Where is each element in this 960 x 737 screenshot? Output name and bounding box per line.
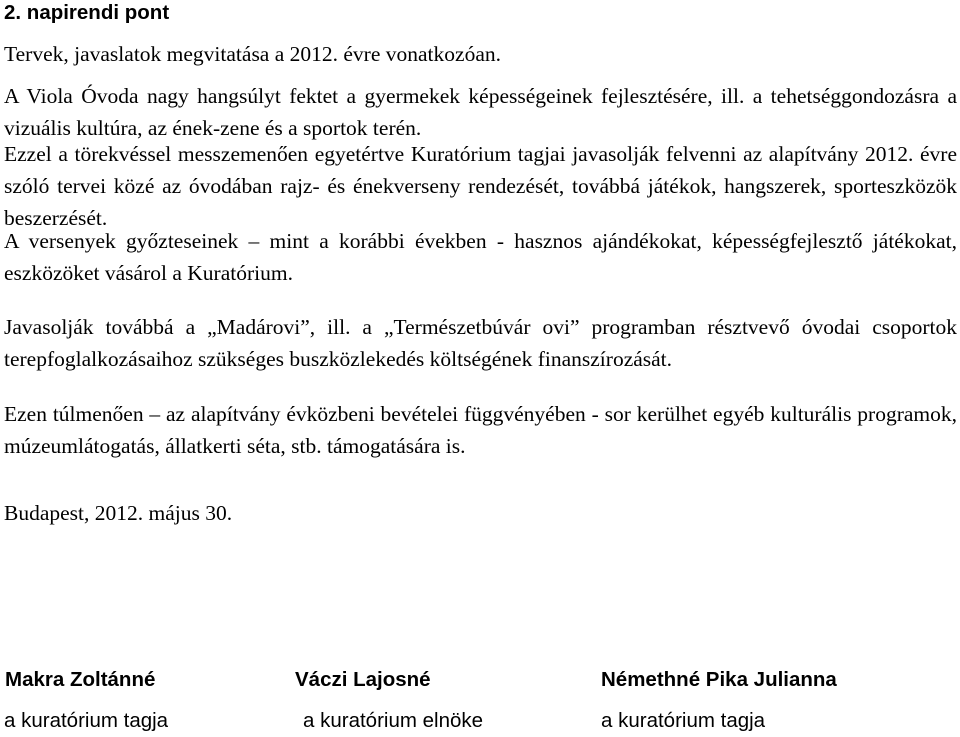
paragraph-bus-funding: Javasolják továbbá a „Madárovi”, ill. a „Természetbúvár ovi” programban résztvevő óvodai csoportok terepfoglalkozásaihoz szükséges buszközlekedés költségének finanszírozását. — [4, 315, 957, 371]
signatory-role-3: a kuratórium tagja — [601, 709, 766, 732]
paragraph-proposal: Ezzel a törekvéssel messzemenően egyetértve Kuratórium tagjai javasolják felvenni az alapítvány 2012. évre szóló tervei közé az óvodában rajz- és énekverseny rendezését, továbbá játékok, hangszerek, sporteszközök beszerzését. — [4, 142, 957, 230]
signatory-name-2: Váczi Lajosné — [295, 668, 431, 691]
signatory-role-2: a kuratórium elnöke — [303, 709, 484, 732]
signatory-role-1: a kuratórium tagja — [4, 709, 169, 732]
agenda-item-heading: 2. napirendi pont — [4, 1, 170, 24]
signatory-name-1: Makra Zoltánné — [5, 668, 156, 691]
paragraph-prizes: A versenyek győzteseinek – mint a korábbi években - hasznos ajándékokat, képességfejlesztő játékokat, eszközöket vásárol a Kuratórium. — [4, 229, 957, 285]
paragraph-kindergarten-focus: A Viola Óvoda nagy hangsúlyt fektet a gyermekek képességeinek fejlesztésére, ill. a tehetséggondozásra a vizuális kultúra, az ének-zene és a sportok terén. — [4, 84, 957, 140]
paragraph-other-programs: Ezen túlmenően – az alapítvány évközbeni bevételei függvényében - sor kerülhet egyéb kulturális programok, múzeumlátogatás, állatkerti séta, stb. támogatására is. — [4, 402, 957, 458]
paragraph-intro: Tervek, javaslatok megvitatása a 2012. évre vonatkozóan. — [4, 42, 501, 66]
signatory-name-3: Némethné Pika Julianna — [601, 668, 837, 691]
place-and-date: Budapest, 2012. május 30. — [4, 501, 233, 525]
